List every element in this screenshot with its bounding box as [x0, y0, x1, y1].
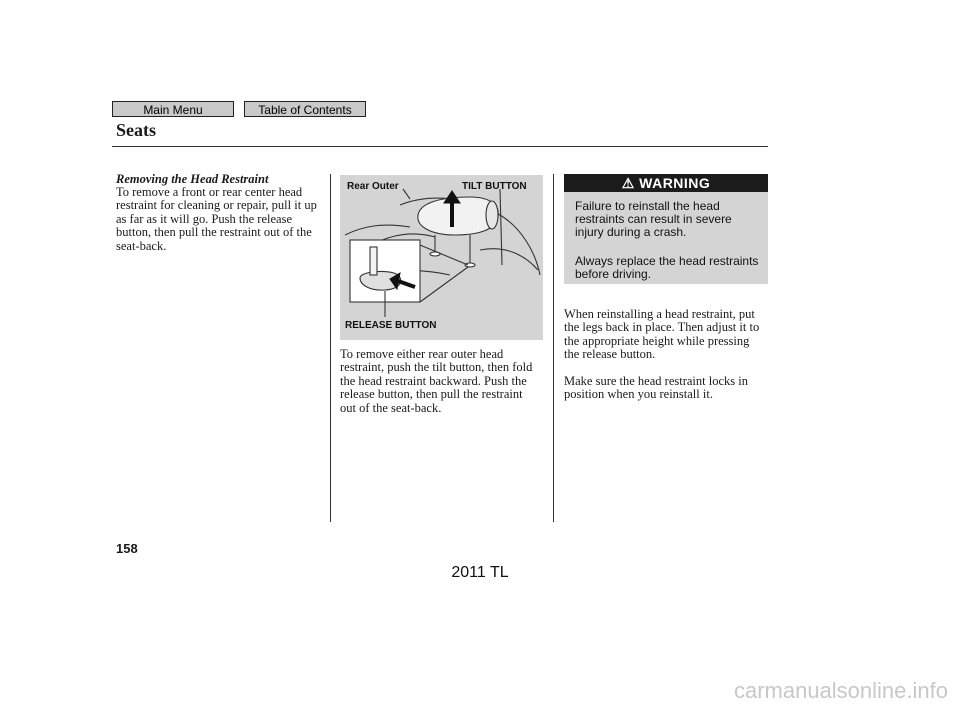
column-divider-right: [553, 174, 554, 522]
label-release-button: RELEASE BUTTON: [345, 320, 437, 331]
head-restraint-figure: [340, 175, 543, 340]
warning-text-1: Failure to reinstall the head restraints can result in severe injury during a crash.: [575, 199, 732, 239]
table-of-contents-button[interactable]: Table of Contents: [244, 101, 366, 117]
main-menu-button[interactable]: Main Menu: [112, 101, 234, 117]
paragraph-rear-outer: To remove either rear outer head restraint, push the tilt button, then fold the head restraint backward. Push the release button, then pull the restraint out of the seat-back.: [340, 347, 533, 415]
label-tilt-button: TILT BUTTON: [462, 181, 527, 192]
page-number: 158: [116, 541, 138, 556]
paragraph-reinstall: When reinstalling a head restraint, put the legs back in place. Then adjust it to the appropriate height while pressing the release button.: [564, 307, 760, 362]
watermark: carmanualsonline.info: [733, 678, 948, 703]
head-restraint-illustration: [340, 175, 543, 340]
footer-model: 2011 TL: [451, 564, 509, 581]
warning-header: [564, 174, 768, 192]
subheading: Removing the Head Restraint: [116, 172, 269, 186]
warning-triangle-icon: ⚠: [621, 175, 635, 191]
paragraph-locks: Make sure the head restraint locks in position when you reinstall it.: [564, 374, 748, 402]
header-rule: [112, 146, 768, 147]
section-title: Seats: [116, 120, 156, 140]
column-divider-left: [330, 174, 331, 522]
label-rear-outer: Rear Outer: [347, 181, 399, 192]
warning-box: [564, 174, 768, 284]
paragraph-front-rear: To remove a front or rear center head restraint for cleaning or repair, pull it up as far as it will go. Push the release button, then pull the restraint out of the seat-back.: [116, 185, 317, 253]
warning-text-2: Always replace the head restraints before driving.: [575, 254, 759, 281]
warning-title: WARNING: [639, 175, 711, 191]
